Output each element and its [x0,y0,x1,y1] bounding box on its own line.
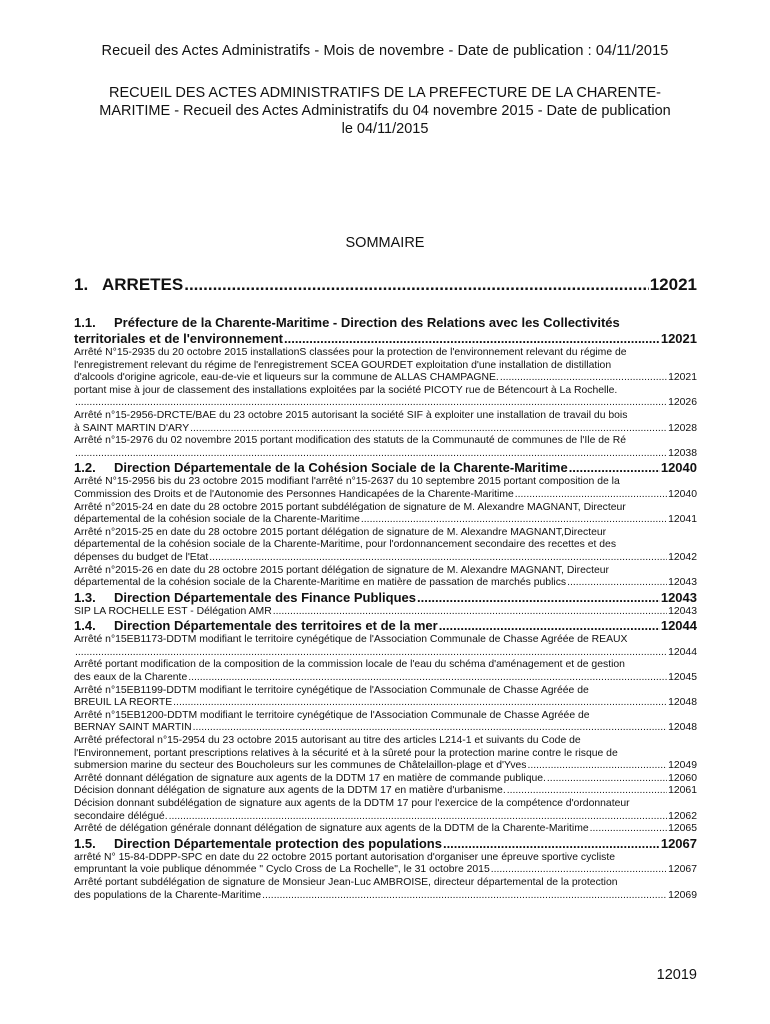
toc-section-s15 [74,836,697,902]
toc-leader [527,760,667,773]
toc-entry-text: dépenses du budget de l'Etat [74,551,209,563]
toc-entry-line: portant mise à jour de classement des installations exploitées par la société PICOTY rue de Bétencourt à La Rochelle. [74,384,618,396]
table-of-contents [74,275,697,902]
toc-entry[interactable] [74,773,697,786]
toc-entry-page: 12060 [668,772,697,784]
toc-entry-page: 12049 [668,760,697,772]
toc-label: ARRETES [102,275,184,294]
toc-leader [547,773,667,786]
toc-entry-line: Arrêté n°15-2976 du 02 novembre 2015 portant modification des statuts de la Communauté de communes de l'Ile de Ré [74,435,626,447]
running-header: Recueil des Actes Administratifs - Mois de novembre - Date de publication : 04/11/2015 [101,43,669,59]
toc-entry-text: submersion marine du secteur des Boucholeurs sur les communes de Châtelaillon-plage et d'Yves [74,760,527,772]
toc-leader [273,606,667,619]
toc-entry[interactable] [74,606,697,619]
toc-leader [262,890,667,903]
toc-entry-text: des eaux de la Charente [74,672,188,684]
toc-entry-line: Arrêté N°15-2956 bis du 23 octobre 2015 modifiant l'arrêté n°15-2637 du 10 septembre 2015 portant composition de la [74,476,620,488]
toc-label: territoriales et de l'environnement [74,331,283,346]
toc-entry-line: Arrêté portant subdélégation de signature de Monsieur Jean-Luc AMBROISE, directeur départemental de la protection [74,876,618,888]
page-number: 12019 [656,967,697,983]
toc-entry-page: 12021 [668,372,697,384]
toc-entry-line: Arrêté n°2015-25 en date du 28 octobre 2015 portant délégation de signature de M. Alexandre MAGNANT,Directeur [74,526,607,538]
toc-number: 1.5. [74,835,96,851]
title-line: le 04/11/2015 [341,121,429,137]
toc-label: Direction Départementale des Finance Publiques [114,589,416,605]
toc-entry[interactable] [74,385,697,410]
toc-entry[interactable] [74,659,697,684]
toc-entry-text: BERNAY SAINT MARTIN [74,722,192,734]
toc-entry-line: Arrêté portant modification de la composition de la commission locale de l'eau du schéma d'aménagement et de gestion [74,659,625,671]
toc-entry-page: 12041 [668,514,697,526]
toc-leader [193,722,668,735]
toc-page: 12021 [649,275,697,294]
toc-section-heading[interactable] [74,618,697,634]
toc-entry[interactable] [74,735,697,773]
toc-entry-last-line [74,672,697,685]
toc-entry[interactable] [74,435,697,460]
toc-entry-line: Arrêté n°15EB1199-DDTM modifiant le territoire cynégétique de l'Association Communale de Chasse Agréée de [74,684,589,696]
toc-number: 1. [74,275,89,294]
toc-entry-page: 12028 [668,422,697,434]
toc-chapter-arretes[interactable] [74,275,697,295]
toc-leader [75,448,667,461]
toc-entry-last-line [74,448,697,461]
document-title [60,84,710,138]
toc-number: 1.2. [74,460,96,476]
toc-page: 12021 [660,331,697,346]
toc-leader [184,275,648,295]
toc-leader [590,823,667,836]
toc-entry-text: Arrêté de délégation générale donnant délégation de signature aux agents de la DDTM de la Charente-Maritime [74,823,589,835]
sommaire-heading: SOMMAIRE [345,235,425,251]
toc-section-heading[interactable] [74,590,697,606]
toc-section-s12 [74,460,697,589]
toc-entry-last-line [74,773,697,786]
toc-entry-last-line [74,890,697,903]
toc-entry[interactable] [74,410,697,435]
toc-entry-text: départemental de la cohésion sociale de la Charente-Maritime en matière de passation de marchés publics [74,577,567,589]
toc-entry-page: 12044 [668,646,697,658]
toc-entry-line: Arrêté préfectoral n°15-2954 du 23 octobre 2015 autorisant au titre des articles L214-1 et suivants du Code de [74,735,581,747]
toc-entry-text: SIP LA ROCHELLE EST - Délégation AMR [74,605,272,617]
toc-label: Direction Départementale des territoires et de la mer [114,618,438,634]
toc-entry-line: l'enregistrement relevant du régime de l'enregistrement SCEA GOURDET exploitation d'une installation de distillation [74,359,612,371]
toc-entry-last-line [74,489,697,502]
toc-leader [500,372,667,385]
toc-entry-text: Commission des Droits et de l'Autonomie des Personnes Handicapées de la Charente-Maritime [74,488,514,500]
toc-section-heading[interactable] [74,460,697,476]
toc-leader [439,618,660,634]
toc-entry-page: 12045 [668,672,697,684]
toc-label: Préfecture de la Charente-Maritime - Direction des Relations avec les Collectivités [114,315,620,330]
title-line: MARITIME - Recueil des Actes Administratifs du 04 novembre 2015 - Date de publication [99,103,671,119]
toc-entry-line: Arrêté n°15-2956-DRCTE/BAE du 23 octobre 2015 autorisant la société SIF à exploiter une installation de travail du bois [74,409,628,421]
toc-entry[interactable] [74,565,697,590]
toc-entry-last-line [74,823,697,836]
toc-entry-page: 12038 [668,447,697,459]
toc-entry-line: Décision donnant subdélégation de signature aux agents de la DDTM 17 pour l'exercice de la compétence d'ordonnateur [74,798,630,809]
toc-leader [173,697,667,710]
toc-entry-last-line [74,552,697,565]
toc-entry-text: BREUIL LA REORTE [74,697,173,709]
toc-entry[interactable] [74,502,697,527]
toc-entry-line: Arrêté n°15EB1173-DDTM modifiant le territoire cynégétique de l'Association Communale de Chasse Agréée de REAUX [74,634,628,646]
toc-entry-last-line [74,864,697,877]
toc-leader [491,864,667,877]
toc-number: 1.1. [74,315,96,330]
toc-section-s13 [74,590,697,619]
toc-entry[interactable] [74,785,697,798]
toc-leader [284,331,660,347]
toc-leader [188,672,667,685]
toc-leader [75,647,667,660]
toc-entry-last-line [74,647,697,660]
toc-entry-last-line [74,722,697,735]
toc-entry[interactable] [74,823,697,836]
toc-page: 12044 [660,618,697,634]
toc-entry-last-line [74,397,697,410]
toc-entry[interactable] [74,476,697,501]
toc-entry[interactable] [74,852,697,877]
toc-entry-page: 12040 [668,488,697,500]
toc-entry[interactable] [74,877,697,902]
toc-number: 1.3. [74,589,96,605]
toc-leader [507,785,667,798]
toc-leader [209,552,667,565]
toc-leader [361,514,667,527]
toc-entry-last-line [74,606,697,619]
toc-entry-last-line [74,785,697,798]
toc-entry[interactable] [74,685,697,710]
toc-entry[interactable] [74,798,697,823]
toc-entry-text: d'alcools d'origine agricole, eau-de-vie et liqueurs sur la commune de ALLAS CHAMPAGNE. [74,372,499,384]
toc-entry-text: secondaire délégué. [74,810,168,822]
toc-entry-page: 12062 [668,810,697,822]
toc-entry-page: 12065 [668,823,697,835]
toc-section-s11 [74,315,697,460]
toc-entry-page: 12061 [668,785,697,797]
toc-entry-page: 12067 [668,864,697,876]
toc-entry[interactable] [74,634,697,659]
toc-entry-line: arrêté N° 15-84-DDPP-SPC en date du 22 octobre 2015 portant autorisation d'organiser une épreuve sportive cycliste [74,851,615,863]
toc-leader [567,577,667,590]
toc-leader [569,460,660,476]
toc-entry-page: 12042 [668,551,697,563]
toc-entry-line: Arrêté n°15EB1200-DDTM modifiant le territoire cynégétique de l'Association Communale de Chasse Agréée de [74,709,590,721]
toc-leader [443,836,660,852]
toc-entry-page: 12026 [668,397,697,409]
toc-entry-page: 12048 [668,722,697,734]
toc-entry-last-line [74,577,697,590]
toc-entry-text: départemental de la cohésion sociale de la Charente-Maritime [74,514,360,526]
toc-label: Direction Départementale protection des populations [114,835,442,851]
toc-number: 1.4. [74,618,96,634]
toc-entry-last-line [74,423,697,436]
toc-section-heading[interactable] [74,315,697,331]
toc-entry-text: à SAINT MARTIN D'ARY [74,422,190,434]
toc-entry[interactable] [74,527,697,565]
toc-entry[interactable] [74,347,697,385]
toc-leader [417,590,660,606]
toc-leader [515,489,667,502]
toc-entry-text: Décision donnant délégation de signature aux agents de la DDTM 17 en matière d'urbanisme. [74,785,506,797]
toc-page: 12040 [660,460,697,476]
toc-entry-last-line [74,811,697,824]
toc-entry-page: 12043 [668,577,697,589]
toc-entry-last-line [74,697,697,710]
title-line: RECUEIL DES ACTES ADMINISTRATIFS DE LA PREFECTURE DE LA CHARENTE- [109,85,661,101]
toc-entry-page: 12043 [668,605,697,617]
toc-label: Direction Départementale de la Cohésion Sociale de la Charente-Maritime [114,460,568,476]
toc-leader [190,423,667,436]
toc-entry-last-line [74,514,697,527]
toc-section-s14 [74,618,697,836]
toc-entry-line: Arrêté N°15-2935 du 20 octobre 2015 installationS classées pour la protection de l'environnement relevant du régime de [74,347,627,358]
toc-entry-line: Arrêté n°2015-24 en date du 28 octobre 2015 portant subdélégation de signature de M. Alexandre MAGNANT, Directeur [74,501,626,513]
toc-entry-text: des populations de la Charente-Maritime [74,889,262,901]
toc-page: 12043 [660,589,697,605]
toc-entry-last-line [74,760,697,773]
toc-entry-line: départemental de la cohésion sociale de la Charente-Maritime, pour l'ordonnancement secondaire des recettes et des [74,539,617,551]
toc-entry-text: Arrêté donnant délégation de signature aux agents de la DDTM 17 en matière de commande publique. [74,772,546,784]
toc-page: 12067 [660,835,697,851]
toc-entry-text: empruntant la voie publique dénommée " Cyclo Cross de La Rochelle", le 31 octobre 2015 [74,864,490,876]
toc-entry-last-line [74,372,697,385]
toc-entry-page: 12048 [668,697,697,709]
toc-leader [75,397,667,410]
toc-entry[interactable] [74,710,697,735]
toc-entry-line: Arrêté n°2015-26 en date du 28 octobre 2015 portant délégation de signature de M. Alexandre MAGNANT, Directeur [74,564,609,576]
toc-sections [74,315,697,902]
toc-section-heading[interactable] [74,836,697,852]
toc-leader [169,811,668,824]
toc-section-heading-cont[interactable] [74,331,697,347]
toc-entry-page: 12069 [668,889,697,901]
toc-entry-line: l'Environnement, portant prescriptions relatives à la sécurité et à la sûreté pour la protection marine contre le risque de [74,747,618,759]
